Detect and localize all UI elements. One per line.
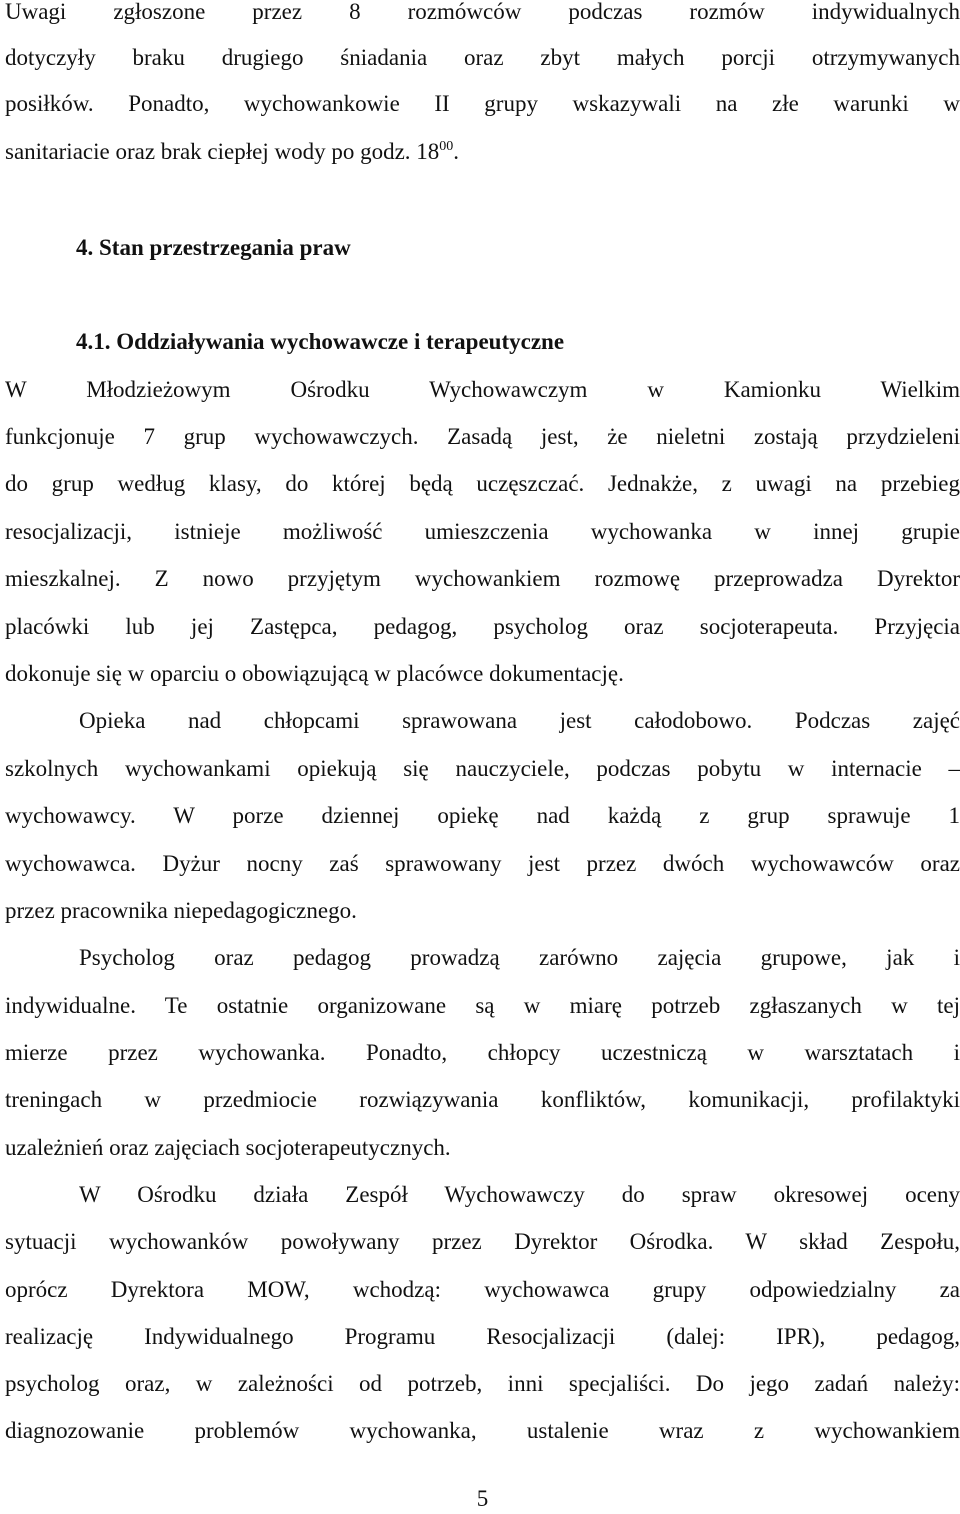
- text-line: posiłków. Ponadto, wychowankowie II grupy wskazywali na złe warunki w: [5, 91, 960, 116]
- subsection-heading: 4.1. Oddziaływania wychowawcze i terapeutyczne: [76, 329, 565, 354]
- superscript: 00: [439, 139, 454, 154]
- text-line: treningach w przedmiocie rozwiązywania konfliktów, komunikacji, profilaktyki: [5, 1087, 960, 1112]
- text-line: mierze przez wychowanka. Ponadto, chłopcy uczestniczą w warsztatach i: [5, 1040, 960, 1065]
- text-line: W Ośrodku działa Zespół Wychowawczy do spraw okresowej oceny: [79, 1182, 960, 1207]
- text-line: placówki lub jej Zastępca, pedagog, psycholog oraz socjoterapeuta. Przyjęcia: [5, 614, 960, 639]
- text-line: sytuacji wychowanków powoływany przez Dyrektor Ośrodka. W skład Zespołu,: [5, 1229, 960, 1254]
- text-line: psycholog oraz, w zależności od potrzeb, inni specjaliści. Do jego zadań należy:: [5, 1371, 960, 1396]
- text-line: wychowawca. Dyżur nocny zaś sprawowany jest przez dwóch wychowawców oraz: [5, 851, 960, 876]
- text-line: diagnozowanie problemów wychowanka, ustalenie wraz z wychowankiem: [5, 1418, 960, 1443]
- text-line: [5, 137, 960, 167]
- text-line: Psycholog oraz pedagog prowadzą zarówno zajęcia grupowe, jak i: [79, 945, 960, 970]
- text-line: oprócz Dyrektora MOW, wchodzą: wychowawca grupy odpowiedzialny za: [5, 1277, 960, 1302]
- text-line: Uwagi zgłoszone przez 8 rozmówców podczas rozmów indywidualnych: [5, 0, 960, 24]
- text-line: wychowawcy. W porze dziennej opiekę nad każdą z grup sprawuje 1: [5, 803, 960, 828]
- text-line: mieszkalnej. Z nowo przyjętym wychowankiem rozmowę przeprowadza Dyrektor: [5, 566, 960, 591]
- text-fragment: sanitariacie oraz brak ciepłej wody po godz. 18: [5, 139, 440, 164]
- text-line: przez pracownika niepedagogicznego.: [5, 898, 357, 923]
- text-fragment: .: [453, 139, 460, 164]
- section-heading: 4. Stan przestrzegania praw: [76, 235, 351, 260]
- text-line: resocjalizacji, istnieje możliwość umieszczenia wychowanka w innej grupie: [5, 519, 960, 544]
- text-line: funkcjonuje 7 grup wychowawczych. Zasadą jest, że nieletni zostają przydzieleni: [5, 424, 960, 449]
- text-line: W Młodzieżowym Ośrodku Wychowawczym w Kamionku Wielkim: [5, 377, 960, 402]
- text-line: do grup według klasy, do której będą uczęszczać. Jednakże, z uwagi na przebieg: [5, 471, 960, 496]
- text-line: realizację Indywidualnego Programu Resocjalizacji (dalej: IPR), pedagog,: [5, 1324, 960, 1349]
- text-line: dokonuje się w oparciu o obowiązującą w placówce dokumentację.: [5, 661, 624, 686]
- text-line: szkolnych wychowankami opiekują się nauczyciele, podczas pobytu w internacie –: [5, 756, 960, 781]
- page-number: 5: [476, 1486, 489, 1511]
- text-line: dotyczyły braku drugiego śniadania oraz zbyt małych porcji otrzymywanych: [5, 45, 960, 70]
- text-line: uzależnień oraz zajęciach socjoterapeutycznych.: [5, 1135, 451, 1160]
- text-line: indywidualne. Te ostatnie organizowane są w miarę potrzeb zgłaszanych w tej: [5, 993, 960, 1018]
- text-line: Opieka nad chłopcami sprawowana jest całodobowo. Podczas zajęć: [79, 708, 960, 733]
